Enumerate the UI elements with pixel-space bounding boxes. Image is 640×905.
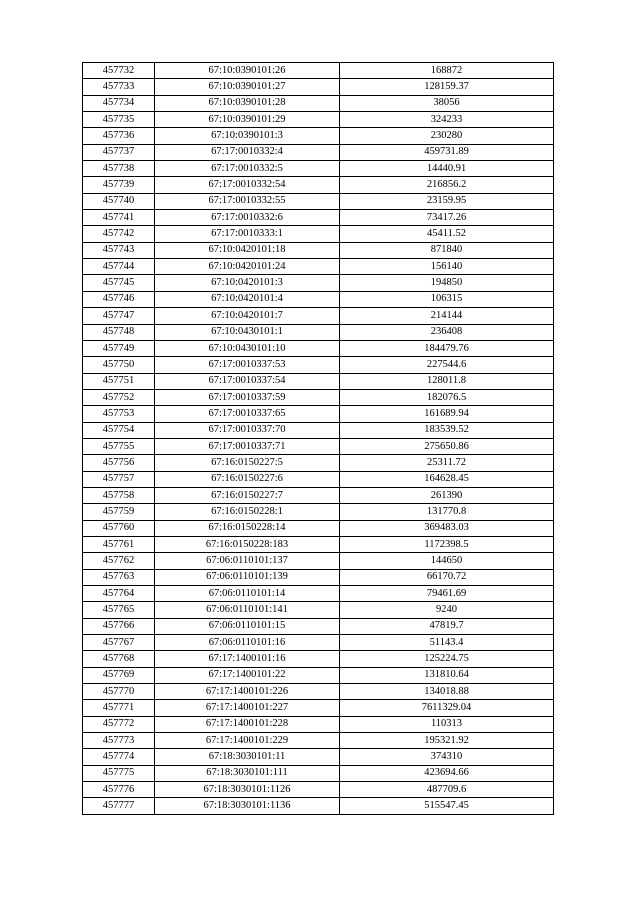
table-row	[83, 308, 554, 324]
table-row	[83, 63, 554, 79]
row-number-cell: 457758	[83, 487, 155, 503]
value-cell: 164628.45	[340, 471, 554, 487]
row-number-cell: 457776	[83, 782, 155, 798]
value-cell: 230280	[340, 128, 554, 144]
cadastral-number-cell: 67:17:0010337:65	[155, 406, 340, 422]
table-row	[83, 340, 554, 356]
row-number-cell: 457773	[83, 733, 155, 749]
cadastral-number-cell: 67:17:0010332:5	[155, 161, 340, 177]
table-row	[83, 782, 554, 798]
value-cell: 47819.7	[340, 618, 554, 634]
table-row	[83, 602, 554, 618]
table-row	[83, 749, 554, 765]
value-cell: 194850	[340, 275, 554, 291]
table-row	[83, 504, 554, 520]
row-number-cell: 457768	[83, 651, 155, 667]
cadastral-number-cell: 67:17:0010332:6	[155, 210, 340, 226]
table-row	[83, 798, 554, 814]
row-number-cell: 457775	[83, 765, 155, 781]
cadastral-number-cell: 67:10:0430101:1	[155, 324, 340, 340]
cadastral-number-cell: 67:16:0150228:1	[155, 504, 340, 520]
cadastral-number-cell: 67:06:0110101:15	[155, 618, 340, 634]
table-row	[83, 79, 554, 95]
row-number-cell: 457772	[83, 716, 155, 732]
row-number-cell: 457766	[83, 618, 155, 634]
row-number-cell: 457748	[83, 324, 155, 340]
value-cell: 45411.52	[340, 226, 554, 242]
value-cell: 66170.72	[340, 569, 554, 585]
cadastral-number-cell: 67:10:0420101:24	[155, 259, 340, 275]
value-cell: 324233	[340, 112, 554, 128]
table-row	[83, 635, 554, 651]
row-number-cell: 457774	[83, 749, 155, 765]
row-number-cell: 457752	[83, 389, 155, 405]
cadastral-number-cell: 67:10:0390101:29	[155, 112, 340, 128]
row-number-cell: 457760	[83, 520, 155, 536]
value-cell: 374310	[340, 749, 554, 765]
value-cell: 183539.52	[340, 422, 554, 438]
row-number-cell: 457770	[83, 684, 155, 700]
table-row	[83, 210, 554, 226]
row-number-cell: 457736	[83, 128, 155, 144]
row-number-cell: 457763	[83, 569, 155, 585]
value-cell: 7611329.04	[340, 700, 554, 716]
row-number-cell: 457740	[83, 193, 155, 209]
row-number-cell: 457771	[83, 700, 155, 716]
row-number-cell: 457735	[83, 112, 155, 128]
table-row	[83, 438, 554, 454]
table-row	[83, 455, 554, 471]
cadastral-value-table	[82, 62, 554, 815]
cadastral-number-cell: 67:10:0420101:4	[155, 291, 340, 307]
cadastral-number-cell: 67:17:1400101:228	[155, 716, 340, 732]
value-cell: 182076.5	[340, 389, 554, 405]
row-number-cell: 457750	[83, 357, 155, 373]
cadastral-number-cell: 67:18:3030101:11	[155, 749, 340, 765]
table-row	[83, 406, 554, 422]
value-cell: 79461.69	[340, 586, 554, 602]
cadastral-number-cell: 67:17:1400101:16	[155, 651, 340, 667]
cadastral-number-cell: 67:10:0390101:3	[155, 128, 340, 144]
table-row	[83, 487, 554, 503]
cadastral-number-cell: 67:16:0150228:183	[155, 536, 340, 552]
table-row	[83, 651, 554, 667]
row-number-cell: 457759	[83, 504, 155, 520]
value-cell: 9240	[340, 602, 554, 618]
table-row	[83, 95, 554, 111]
cadastral-number-cell: 67:17:0010337:70	[155, 422, 340, 438]
value-cell: 487709.6	[340, 782, 554, 798]
row-number-cell: 457744	[83, 259, 155, 275]
table-row	[83, 553, 554, 569]
value-cell: 25311.72	[340, 455, 554, 471]
table-row	[83, 193, 554, 209]
row-number-cell: 457765	[83, 602, 155, 618]
cadastral-number-cell: 67:06:0110101:141	[155, 602, 340, 618]
value-cell: 110313	[340, 716, 554, 732]
value-cell: 23159.95	[340, 193, 554, 209]
table-row	[83, 177, 554, 193]
cadastral-number-cell: 67:17:0010337:54	[155, 373, 340, 389]
table-row	[83, 536, 554, 552]
table-row	[83, 144, 554, 160]
value-cell: 214144	[340, 308, 554, 324]
table-row	[83, 569, 554, 585]
row-number-cell: 457746	[83, 291, 155, 307]
row-number-cell: 457764	[83, 586, 155, 602]
value-cell: 161689.94	[340, 406, 554, 422]
row-number-cell: 457732	[83, 63, 155, 79]
row-number-cell: 457762	[83, 553, 155, 569]
cadastral-number-cell: 67:10:0420101:7	[155, 308, 340, 324]
row-number-cell: 457745	[83, 275, 155, 291]
table-row	[83, 684, 554, 700]
table-row	[83, 733, 554, 749]
row-number-cell: 457756	[83, 455, 155, 471]
cadastral-number-cell: 67:10:0390101:28	[155, 95, 340, 111]
value-cell: 131770.8	[340, 504, 554, 520]
value-cell: 515547.45	[340, 798, 554, 814]
table-row	[83, 259, 554, 275]
table-row	[83, 291, 554, 307]
value-cell: 73417.26	[340, 210, 554, 226]
value-cell: 131810.64	[340, 667, 554, 683]
cadastral-number-cell: 67:06:0110101:139	[155, 569, 340, 585]
row-number-cell: 457753	[83, 406, 155, 422]
row-number-cell: 457767	[83, 635, 155, 651]
table-row	[83, 471, 554, 487]
cadastral-number-cell: 67:17:1400101:229	[155, 733, 340, 749]
row-number-cell: 457747	[83, 308, 155, 324]
table-row	[83, 112, 554, 128]
row-number-cell: 457749	[83, 340, 155, 356]
value-cell: 871840	[340, 242, 554, 258]
value-cell: 168872	[340, 63, 554, 79]
value-cell: 128159.37	[340, 79, 554, 95]
row-number-cell: 457741	[83, 210, 155, 226]
row-number-cell: 457734	[83, 95, 155, 111]
table-row	[83, 324, 554, 340]
table-body	[83, 63, 554, 815]
cadastral-number-cell: 67:10:0390101:26	[155, 63, 340, 79]
value-cell: 128011.8	[340, 373, 554, 389]
value-cell: 106315	[340, 291, 554, 307]
cadastral-number-cell: 67:17:1400101:226	[155, 684, 340, 700]
row-number-cell: 457761	[83, 536, 155, 552]
row-number-cell: 457739	[83, 177, 155, 193]
table-row	[83, 586, 554, 602]
table-row	[83, 242, 554, 258]
cadastral-number-cell: 67:17:1400101:227	[155, 700, 340, 716]
value-cell: 184479.76	[340, 340, 554, 356]
value-cell: 134018.88	[340, 684, 554, 700]
row-number-cell: 457769	[83, 667, 155, 683]
table-row	[83, 275, 554, 291]
cadastral-number-cell: 67:18:3030101:1136	[155, 798, 340, 814]
value-cell: 459731.89	[340, 144, 554, 160]
cadastral-number-cell: 67:06:0110101:137	[155, 553, 340, 569]
table-row	[83, 373, 554, 389]
table-row	[83, 765, 554, 781]
value-cell: 156140	[340, 259, 554, 275]
row-number-cell: 457738	[83, 161, 155, 177]
cadastral-number-cell: 67:16:0150227:7	[155, 487, 340, 503]
cadastral-number-cell: 67:17:0010337:53	[155, 357, 340, 373]
table-row	[83, 716, 554, 732]
table-row	[83, 357, 554, 373]
cadastral-number-cell: 67:17:0010332:4	[155, 144, 340, 160]
row-number-cell: 457757	[83, 471, 155, 487]
cadastral-number-cell: 67:17:0010332:54	[155, 177, 340, 193]
cadastral-number-cell: 67:16:0150227:5	[155, 455, 340, 471]
value-cell: 195321.92	[340, 733, 554, 749]
cadastral-number-cell: 67:17:0010332:55	[155, 193, 340, 209]
value-cell: 14440.91	[340, 161, 554, 177]
row-number-cell: 457737	[83, 144, 155, 160]
cadastral-number-cell: 67:06:0110101:14	[155, 586, 340, 602]
cadastral-number-cell: 67:17:0010337:59	[155, 389, 340, 405]
row-number-cell: 457751	[83, 373, 155, 389]
value-cell: 236408	[340, 324, 554, 340]
cadastral-number-cell: 67:10:0420101:3	[155, 275, 340, 291]
value-cell: 216856.2	[340, 177, 554, 193]
table-row	[83, 618, 554, 634]
cadastral-number-cell: 67:17:1400101:22	[155, 667, 340, 683]
table-row	[83, 667, 554, 683]
cadastral-number-cell: 67:18:3030101:1126	[155, 782, 340, 798]
table-row	[83, 128, 554, 144]
value-cell: 275650.86	[340, 438, 554, 454]
row-number-cell: 457777	[83, 798, 155, 814]
row-number-cell: 457754	[83, 422, 155, 438]
table-row	[83, 226, 554, 242]
table-row	[83, 161, 554, 177]
cadastral-number-cell: 67:17:0010333:1	[155, 226, 340, 242]
value-cell: 423694.66	[340, 765, 554, 781]
cadastral-number-cell: 67:10:0420101:18	[155, 242, 340, 258]
cadastral-number-cell: 67:10:0390101:27	[155, 79, 340, 95]
value-cell: 261390	[340, 487, 554, 503]
value-cell: 125224.75	[340, 651, 554, 667]
value-cell: 38056	[340, 95, 554, 111]
row-number-cell: 457755	[83, 438, 155, 454]
row-number-cell: 457733	[83, 79, 155, 95]
cadastral-number-cell: 67:16:0150227:6	[155, 471, 340, 487]
table-row	[83, 422, 554, 438]
row-number-cell: 457742	[83, 226, 155, 242]
cadastral-number-cell: 67:18:3030101:111	[155, 765, 340, 781]
cadastral-number-cell: 67:17:0010337:71	[155, 438, 340, 454]
value-cell: 51143.4	[340, 635, 554, 651]
table-row	[83, 389, 554, 405]
value-cell: 1172398.5	[340, 536, 554, 552]
row-number-cell: 457743	[83, 242, 155, 258]
value-cell: 369483.03	[340, 520, 554, 536]
value-cell: 227544.6	[340, 357, 554, 373]
cadastral-number-cell: 67:10:0430101:10	[155, 340, 340, 356]
cadastral-number-cell: 67:16:0150228:14	[155, 520, 340, 536]
value-cell: 144650	[340, 553, 554, 569]
table-row	[83, 520, 554, 536]
cadastral-number-cell: 67:06:0110101:16	[155, 635, 340, 651]
table-row	[83, 700, 554, 716]
